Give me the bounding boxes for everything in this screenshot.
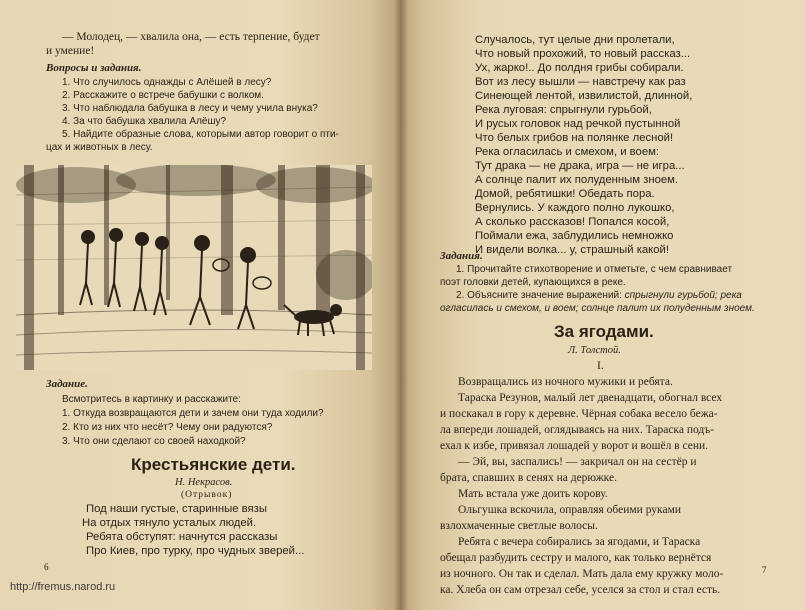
- story-line: ка. Хлеба он сам отрезал себе, уселся за стол и стал есть.: [440, 584, 721, 596]
- left-page: [0, 0, 400, 610]
- book-spine: [394, 0, 408, 610]
- question-item: 4. За что бабушка хвалила Алёшу?: [62, 116, 227, 127]
- task-item: [456, 289, 742, 302]
- story-line: из ночного. Он так и сделал. Мать дала ему кружку моло-: [440, 568, 724, 580]
- poem-line: И видели волка... у, страшный какой!: [475, 244, 669, 256]
- intro-line: — Молодец, — хвалила она, — есть терпение, будет: [62, 31, 320, 43]
- story-line: Тараска Резунов, малый лет двенадцати, обогнал всех: [458, 392, 723, 404]
- story-author: Л. Толстой.: [568, 345, 621, 356]
- poem-line: Вернулись. У каждого полно лукошко,: [475, 202, 675, 214]
- poem-line: Под наши густые, старинные вязы: [86, 503, 267, 515]
- poem-line: На отдых тянуло усталых людей.: [82, 517, 257, 529]
- poem-line: Река огласилась и смехом, и воем:: [475, 146, 660, 158]
- poem-line: И русых головок над речкой пустынной: [475, 118, 681, 130]
- story-title: За ягодами.: [554, 322, 654, 341]
- task-line: 1. Откуда возвращаются дети и зачем они туда ходили?: [62, 408, 324, 419]
- task-line: Всмотритесь в картинку и расскажите:: [62, 394, 241, 405]
- poem-line: Что белых грибов на полянке лесной!: [475, 132, 674, 144]
- task-item: огласилась и смехом, и воем; солнце палит их полуденным зноем.: [440, 303, 755, 314]
- questions-heading: Вопросы и задания.: [46, 62, 142, 74]
- story-line: Возвращались из ночного мужики и ребята.: [458, 376, 673, 388]
- poem-line: Домой, ребятишки! Обедать пора.: [475, 188, 655, 200]
- poem-line: Случалось, тут целые дни пролетали,: [475, 34, 675, 46]
- poem-line: А солнце палит их полуденным зноем.: [475, 174, 679, 186]
- poem-line: А сколько рассказов! Попался косой,: [475, 216, 670, 228]
- watermark: http://fremus.narod.ru: [10, 581, 116, 593]
- task-item: 1. Прочитайте стихотворение и отметьте, с чем сравнивает: [456, 264, 733, 275]
- poem-line: Вот из лесу вышли — навстречу как раз: [475, 76, 686, 88]
- poem-line: Ребята обступят: начнутся рассказы: [86, 531, 278, 543]
- task-item-text: 2. Объясните значение выражений:: [456, 290, 622, 301]
- poem-line: Что новый прохожий, то новый рассказ...: [475, 48, 691, 60]
- story-line: и поскакал в гору к деревне. Чёрная собака весело бежа-: [440, 408, 718, 420]
- question-item: 3. Что наблюдала бабушка в лесу и чему учила внука?: [62, 103, 318, 114]
- poem-line: Тут драка — не драка, игра — не игра...: [475, 160, 685, 172]
- question-item: цах и животных в лесу.: [46, 142, 153, 153]
- question-item: 1. Что случилось однажды с Алёшей в лесу?: [62, 77, 272, 88]
- poem-line: Синеющей лентой, извилистой, длинной,: [475, 90, 693, 102]
- story-line: Мать встала уже доить корову.: [458, 488, 608, 500]
- story-line: — Эй, вы, заспались! — закричал он на сестёр и: [458, 456, 697, 468]
- story-line: взлохмаченные светлые волосы.: [440, 520, 598, 532]
- story-line: Ребята с вечера собирались за ягодами, и Тараска: [458, 536, 701, 548]
- task-line: 2. Кто из них что несёт? Чему они радуются?: [62, 422, 273, 433]
- question-item: 2. Расскажите о встрече бабушки с волком.: [62, 90, 264, 101]
- right-page: [400, 0, 805, 610]
- poem-line: Поймали ежа, заблудились немножко: [475, 230, 674, 242]
- section-mark: I.: [597, 360, 604, 372]
- task-line: 3. Что они сделают со своей находкой?: [62, 436, 246, 447]
- poem-line: Ух, жарко!.. До полдня грибы собирали.: [475, 62, 684, 74]
- poem-line: Река луговая: спрыгнули гурьбой,: [475, 104, 652, 116]
- poem-title: Крестьянские дети.: [131, 455, 296, 474]
- tasks-heading: Задания.: [440, 250, 483, 262]
- story-line: обещал разбудить сестру и малого, как только вернётся: [440, 552, 712, 564]
- intro-line: и умение!: [46, 45, 95, 57]
- poem-author: Н. Некрасов.: [175, 477, 233, 488]
- task-item: поэт головки детей, купающихся в реке.: [440, 277, 626, 288]
- page-number: 6: [44, 562, 49, 572]
- poem-line: Про Киев, про турку, про чудных зверей...: [86, 545, 305, 557]
- story-line: ла впереди лошадей, оглядываясь на них. Тараска подъ-: [440, 424, 715, 436]
- story-line: Ольгушка вскочила, оправляя обеими руками: [458, 504, 681, 516]
- story-line: ехал к избе, привязал лошадей у ворот и вошёл в сени.: [440, 440, 709, 452]
- task-heading: Задание.: [46, 378, 88, 390]
- poem-note: (Отрывок): [181, 490, 233, 500]
- page-number: 7: [762, 565, 767, 575]
- task-item-italic: спрыгнули гурьбой; река: [624, 290, 742, 301]
- question-item: 5. Найдите образные слова, которыми автор говорит о пти-: [62, 129, 339, 140]
- story-line: брата, спавших в сенях на дерюжке.: [440, 472, 617, 484]
- children-forest-illustration: [16, 165, 372, 370]
